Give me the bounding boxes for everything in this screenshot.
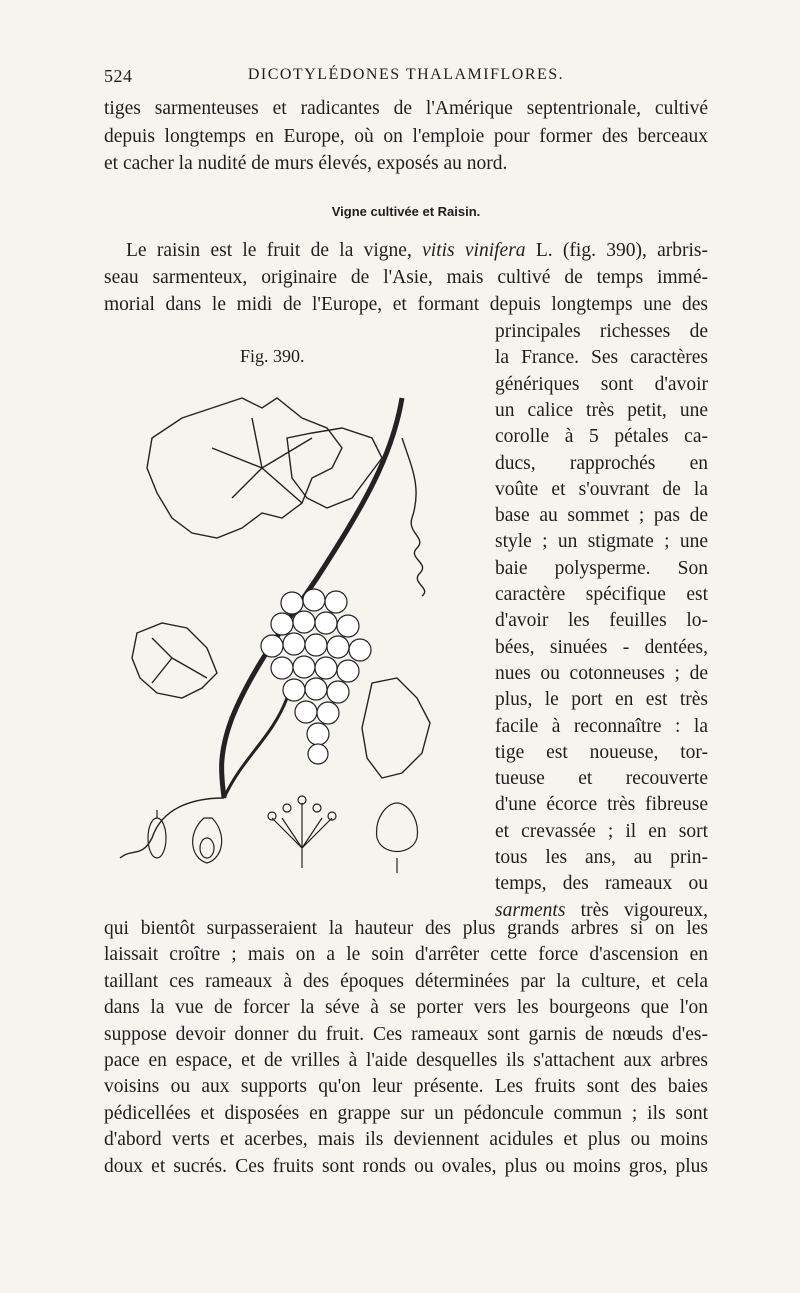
para-line: seau sarmenteux, originaire de l'Asie, mais cultivé de temps immé- <box>104 267 708 288</box>
side-text-line: ducs, rapprochés en <box>495 452 708 474</box>
side-text-line: caractère spécifique est <box>495 584 708 605</box>
body-text-line: pace en espace, et de vrilles à l'aide desquelles ils s'attachent aux arbres <box>104 1050 708 1071</box>
page-header <box>104 66 708 94</box>
intro-line: et cacher la nudité de murs élevés, exposés au nord. <box>104 153 508 174</box>
running-title: DICOTYLÉDONES THALAMIFLORES. <box>247 66 565 83</box>
body-text-line: taillant ces rameaux à des époques déterminées par la culture, et cela <box>104 970 708 992</box>
side-text-line: d'avoir les feuilles lo- <box>495 610 708 632</box>
side-text-line: génériques sont d'avoir <box>495 373 708 395</box>
body-text-line: doux et sucrés. Ces fruits sont ronds ou ovales, plus ou moins gros, plus <box>104 1155 708 1177</box>
page-number: 524 <box>104 66 133 86</box>
side-text-line: la France. Ses caractères <box>495 347 708 369</box>
side-text-line: principales richesses de <box>495 321 708 342</box>
body-text-line: voisins ou aux supports qu'on leur présente. Les fruits sont des baies <box>104 1076 708 1098</box>
figure-label: Fig. 390. <box>240 346 305 366</box>
side-text-line: tous les ans, au prin- <box>495 847 708 868</box>
para-line: morial dans le midi de l'Europe, et formant depuis longtemps une des <box>104 294 708 315</box>
side-text-line: nues ou cotonneuses ; de <box>495 662 708 684</box>
body-text-line: d'abord verts et acerbes, mais ils deviennent acidules et plus ou moins <box>104 1129 708 1151</box>
body-text-line: qui bientôt surpasseraient la hauteur des plus grands arbres si on les <box>104 918 708 939</box>
body-text-line: suppose devoir donner du fruit. Ces rameaux sont garnis de nœuds d'es- <box>104 1023 708 1045</box>
body-text-line: dans la vue de forcer la séve à se porter vers les bourgeons que l'on <box>104 997 708 1019</box>
side-text-line: sarments très vigoureux, <box>495 899 708 921</box>
intro-line: depuis longtemps en Europe, où on l'emploie pour former des berceaux <box>104 126 708 147</box>
side-text-line: plus, le port en est très <box>495 689 708 711</box>
grapevine-illustration <box>112 378 447 898</box>
side-text-line: temps, des rameaux ou <box>495 873 708 895</box>
side-text-line: facile à reconnaître : la <box>495 715 708 737</box>
side-text-line: et crevassée ; il en sort <box>495 820 708 842</box>
side-text-line: d'une écorce très fibreuse <box>495 794 708 816</box>
body-text-line: laissait croître ; mais on a le soin d'arrêter cette force d'ascension en <box>104 944 708 966</box>
side-text-line: style ; un stigmate ; une <box>495 531 708 553</box>
intro-line: tiges sarmenteuses et radicantes de l'Amérique septentrionale, cultivé <box>104 98 708 119</box>
side-text-line: bées, sinuées - dentées, <box>495 636 708 658</box>
body-text-line: pédicellées et disposées en grappe sur un pédoncule commun ; ils sont <box>104 1102 708 1124</box>
side-text-line: tueuse et recouverte <box>495 768 708 790</box>
section-title: Vigne cultivée et Raisin. <box>331 204 481 219</box>
side-text-line: voûte et s'ouvrant de la <box>495 478 708 500</box>
side-text-line: corolle à 5 pétales ca- <box>495 426 708 448</box>
side-text-line: un calice très petit, une <box>495 399 708 421</box>
para-line: Le raisin est le fruit de la vigne, vitis vinifera L. (fig. 390), arbris- <box>126 240 709 261</box>
side-text-line: base au sommet ; pas de <box>495 505 708 527</box>
side-text-line: baie polysperme. Son <box>495 557 708 579</box>
side-text-line: tige est noueuse, tor- <box>495 741 708 763</box>
